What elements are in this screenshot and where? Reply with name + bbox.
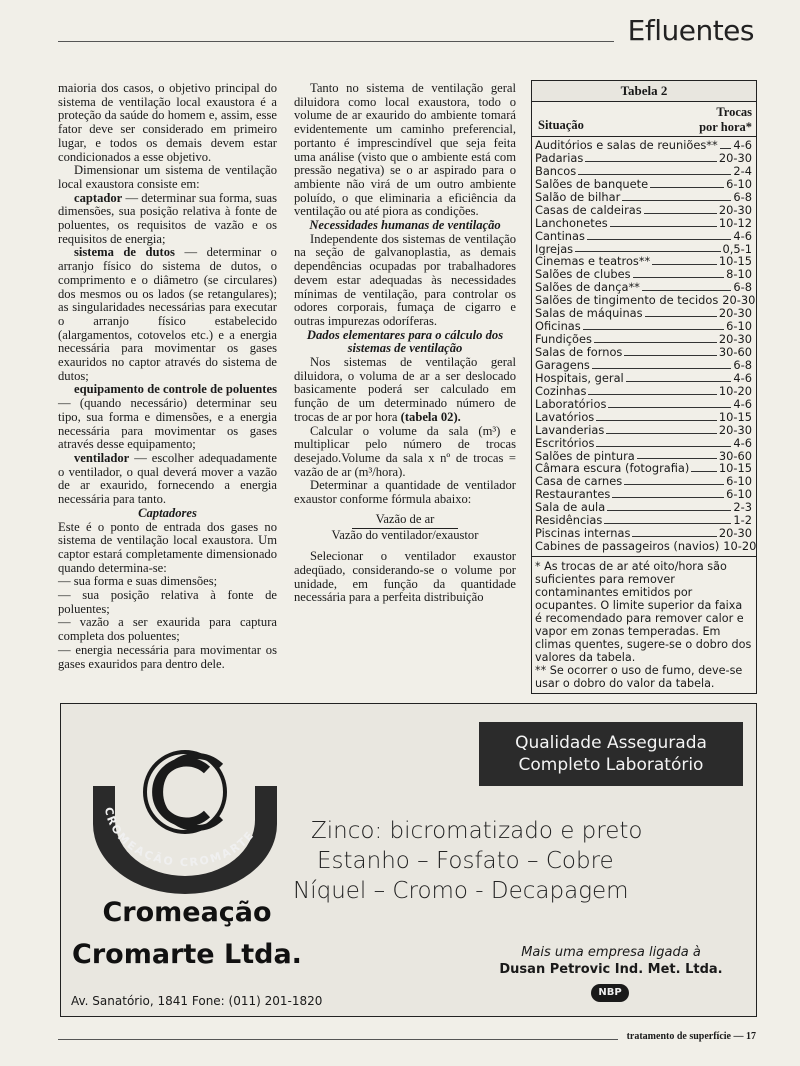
leader-line <box>588 393 716 395</box>
leader-line <box>652 263 717 265</box>
table-cell-trocas: 4-6 <box>733 436 752 450</box>
table-cell-trocas: 6-8 <box>733 358 752 372</box>
formula-denominator: Vazão do ventilador/exaustor <box>331 527 479 542</box>
table-cell-trocas: 1-2 <box>733 514 752 528</box>
sister-line-2: Dusan Petrovic Ind. Met. Ltda. <box>499 962 723 977</box>
leader-line <box>624 354 717 356</box>
sister-logo: NBP <box>591 984 629 1002</box>
leader-line <box>633 276 725 278</box>
table-cell-situacao: Restaurantes <box>535 488 611 502</box>
term-captador: captador <box>74 190 123 205</box>
product-line: Estanho – Fosfato – Cobre <box>317 848 614 874</box>
col2-paragraph-5: Determinar a quantidade de ventilador exaustor conforme fórmula abaixo: <box>294 478 516 507</box>
table-row <box>532 411 756 424</box>
item-ventilador <box>58 452 277 507</box>
table-row <box>532 527 756 540</box>
table-cell-trocas: 20-30 <box>718 307 752 321</box>
table-cell-trocas: 6-10 <box>726 488 752 502</box>
table-cell-trocas: 30-60 <box>718 346 752 359</box>
table-cell-trocas: 6-10 <box>726 320 752 334</box>
table-cell-trocas: 10-20 <box>718 384 752 398</box>
item-equipamento <box>58 383 277 452</box>
table-row <box>532 165 756 178</box>
table-cell-trocas: 10-15 <box>718 462 752 476</box>
table-body <box>532 137 756 557</box>
table-row <box>532 178 756 191</box>
table-row <box>532 152 756 165</box>
column-1 <box>58 82 277 671</box>
term-dutos: sistema de dutos <box>74 245 175 260</box>
leader-line <box>642 289 732 291</box>
company-address: Av. Sanatório, 1841 Fone: (011) 201-1820 <box>71 994 323 1008</box>
text-ventilador: — escolher adequadamente o ventilador, o qual deverá mover a vazão de ar exaurido, fornecendo a energia necessária para tanto. <box>58 450 277 507</box>
list-item: — sua forma e suas dimensões; <box>58 574 218 589</box>
product-list <box>293 816 673 906</box>
table-cell-situacao: Piscinas internas <box>535 527 631 541</box>
table-header-situacao: Situação <box>538 118 584 132</box>
table-cell-trocas: 20-30 <box>718 203 752 217</box>
table-cell-trocas: 20-30 <box>718 423 752 437</box>
term-equipamento: equipamento de controle de poluentes <box>74 382 277 397</box>
table-cell-trocas: 10-15 <box>718 410 752 424</box>
sister-line-1: Mais uma empresa ligada à <box>521 945 701 960</box>
table-cell-trocas: 10-15 <box>718 255 752 269</box>
table-cell-trocas: 4-6 <box>733 397 752 411</box>
table-cell-trocas: 8-10 <box>726 268 752 282</box>
table-cell-trocas: 2-3 <box>733 501 752 515</box>
list-item: — sua posição relativa à fonte de poluentes; <box>58 588 277 616</box>
item-captador <box>58 192 277 247</box>
table-header <box>532 102 756 137</box>
table-cell-trocas: 20-30 <box>718 333 752 346</box>
ad-banner <box>479 722 743 786</box>
table-cell-situacao: Igrejas <box>535 242 574 256</box>
leader-line <box>583 328 724 330</box>
table-cell-situacao: Lavatórios <box>535 410 595 424</box>
col1-paragraph-1: maioria dos casos, o objetivo principal do sistema de ventilação local exaustora é a proteção da saúde do homem e, assim, esse fator deve ser considerado em primeiro lugar, e todos os demais devem estar condicionados a esse objetivo. <box>58 81 277 164</box>
table-cell-situacao: Salões de banquete <box>535 177 649 191</box>
subheading-necessidades: Necessidades humanas de ventilação <box>309 218 501 233</box>
leader-line <box>650 186 724 188</box>
table-cell-situacao: Salões de pintura <box>535 449 635 463</box>
table-row <box>532 450 756 463</box>
table-row <box>532 281 756 294</box>
table-row <box>532 243 756 256</box>
leader-line <box>637 457 717 459</box>
table-cell-situacao: Garagens <box>535 358 590 372</box>
product-line: Zinco: bicromatizado e preto <box>311 818 643 844</box>
leader-line <box>606 432 717 434</box>
leader-line <box>596 445 731 447</box>
table-row <box>532 424 756 437</box>
table-cell-trocas: 2-4 <box>733 164 752 178</box>
table-cell-trocas: 0,5-1 <box>722 242 752 256</box>
table-cell-trocas: 6-10 <box>726 177 752 191</box>
table-row <box>532 359 756 372</box>
table-cell-situacao: Lavanderias <box>535 423 605 437</box>
leader-line <box>632 535 717 537</box>
table-cell-situacao: Cabines de passageiros (navios) <box>535 540 720 553</box>
table-row <box>532 385 756 398</box>
table-cell-situacao: Salões de tingimento de tecidos <box>535 294 719 308</box>
leader-line <box>578 173 731 175</box>
company-name-line-2: Cromarte Ltda. <box>72 939 302 970</box>
table-row <box>532 437 756 450</box>
leader-line <box>612 496 724 498</box>
item-dutos <box>58 246 277 383</box>
text-dutos: — determinar o arranjo físico do sistema de dutos, o comprimento e o diâmetro (se circulares) dos mesmos ou os lados (se retangulares); as singularidades necessárias para executar o arranjo físico estabelecido (alargamentos, cotovelos etc.) e a energia necessária para movimentar os gases exauridos no captor através do sistema de dutos; <box>58 245 277 383</box>
footer-page-label: tratamento de superfície — 17 <box>626 1031 756 1042</box>
table-cell-trocas: 20-30 <box>718 527 752 541</box>
column-2 <box>294 82 516 605</box>
table-cell-situacao: Padarias <box>535 151 584 165</box>
table-cell-situacao: Bancos <box>535 164 577 178</box>
header-rule <box>58 41 614 42</box>
table-row <box>532 333 756 346</box>
col2-paragraph-4: Calcular o volume da sala (m³) e multiplicar pelo número de trocas desejado.Volume da sala x nº de trocas = vazão de ar (m³/hora). <box>294 423 516 479</box>
table-cell-trocas: 10-20 <box>723 540 756 553</box>
table-cell-situacao: Lanchonetes <box>535 216 608 230</box>
table-row <box>532 398 756 411</box>
table-row <box>532 139 756 152</box>
leader-line <box>596 419 717 421</box>
sister-company <box>481 944 741 978</box>
table-cell-situacao: Salão de bilhar <box>535 190 621 204</box>
table-cell-situacao: Câmara escura (fotografia) <box>535 462 690 476</box>
table-cell-situacao: Hospitais, geral <box>535 371 624 385</box>
table-cell-situacao: Laboratórios <box>535 397 607 411</box>
table-row <box>532 217 756 230</box>
table-cell-situacao: Salões de clubes <box>535 268 631 282</box>
ad-banner-line-2: Completo Laboratório <box>518 755 704 775</box>
table-row <box>532 230 756 243</box>
table-cell-situacao: Fundições <box>535 333 592 346</box>
table-row <box>532 462 756 475</box>
leader-line <box>610 225 717 227</box>
leader-line <box>624 483 724 485</box>
table-cell-trocas: 4-6 <box>733 229 752 243</box>
leader-line <box>608 406 731 408</box>
table-cell-situacao: Salas de fornos <box>535 346 623 359</box>
table-cell-situacao: Cozinhas <box>535 384 587 398</box>
table-cell-trocas: 4-6 <box>733 371 752 385</box>
col2-p3-text: Nos sistemas de ventilação geral diluidora, o voluma de ar a ser deslocado basicamente poderá ser calculado em função de um determinado número de trocas de ar por hora <box>294 355 516 424</box>
formula-numerator: Vazão de ar <box>352 513 459 529</box>
formula <box>294 513 516 542</box>
company-name <box>71 892 303 976</box>
list-item: — vazão a ser exaurida para captura completa dos poluentes; <box>58 615 277 644</box>
table-note-2: ** Se ocorrer o uso de fumo, deve-se usar o dobro do valor da tabela. <box>535 664 743 690</box>
leader-line <box>622 199 731 201</box>
col2-paragraph-3 <box>294 356 516 425</box>
table-cell-situacao: Oficinas <box>535 320 581 334</box>
table-cell-situacao: Auditórios e salas de reuniões** <box>535 139 718 152</box>
leader-line <box>587 238 731 240</box>
leader-line <box>607 509 731 511</box>
leader-line <box>691 470 717 472</box>
table-row <box>532 191 756 204</box>
table-cell-trocas: 6-10 <box>726 475 752 489</box>
table-row <box>532 488 756 501</box>
table-header-trocas-line1: Trocas <box>716 105 752 119</box>
table-cell-trocas: 4-6 <box>733 139 752 152</box>
table-row <box>532 268 756 281</box>
footer-rule <box>58 1039 618 1040</box>
table-header-trocas-line2: por hora* <box>699 120 752 134</box>
table-row <box>532 475 756 488</box>
company-name-line-1: Cromeação <box>102 897 272 928</box>
text-captador: — determinar sua forma, suas dimensões, sua posição relativa à fonte de poluentes, os requisitos de vazão e os requisitos de energia; <box>58 190 277 246</box>
table-cell-situacao: Salas de máquinas <box>535 307 643 321</box>
col1-paragraph-2: Dimensionar um sistema de ventilação local exaustora consiste em: <box>58 163 277 191</box>
table-cell-situacao: Sala de aula <box>535 501 606 515</box>
table-row <box>532 514 756 527</box>
table-cell-trocas: 20-30 <box>722 294 756 308</box>
leader-line <box>626 380 732 382</box>
table-cell-situacao: Casa de carnes <box>535 475 623 489</box>
table-notes <box>532 557 756 693</box>
table-row <box>532 255 756 268</box>
table-2 <box>531 80 757 694</box>
table-cell-trocas: 20-30 <box>718 151 752 165</box>
table-cell-trocas: 6-8 <box>733 190 752 204</box>
col2-paragraph-6: Selecionar o ventilador exaustor adeqüado, considerando-se o volume por unidade, em função da quantidade necessária para a perfeita distribuição <box>294 549 516 605</box>
list-item: — energia necessária para movimentar os gases exauridos para dentro dele. <box>58 642 277 671</box>
leader-line <box>645 315 717 317</box>
table-header-trocas <box>699 105 752 135</box>
table-cell-situacao: Casas de caldeiras <box>535 203 642 217</box>
table-row <box>532 372 756 385</box>
table-note-1: * As trocas de ar até oito/hora são suficientes para remover contaminantes emitidos por ocupantes. O limite superior da faixa é recomendado para remover calor e vapor em zonas temperadas. Em climas quentes, sugere-se o dobro dos valores da tabela. <box>535 560 752 664</box>
leader-line <box>604 522 731 524</box>
table-cell-trocas: 10-12 <box>718 216 752 230</box>
table-cell-trocas: 6-8 <box>733 281 752 295</box>
cromeacao-logo <box>75 744 295 904</box>
col2-paragraph-1: Tanto no sistema de ventilação geral diluidora como local exaustora, todo o volume de ar exaurido do ambiente tomará evidentemente um caminho preferencial, portanto é imprescindível que seja feita uma análise (visto que o ambiente está com pressão negativa) se o ar aspirado para o ambiente não virá de um outro ambiente poluído, o que eliminaria a eficiência da ventilação ou até piora as condições. <box>294 81 516 219</box>
table-row <box>532 204 756 217</box>
table-row <box>532 540 756 553</box>
leader-line <box>594 341 717 343</box>
ad-banner-line-1: Qualidade Assegurada <box>515 733 707 753</box>
col1-paragraph-3: Este é o ponto de entrada dos gases no sistema de ventilação local exaustora. Um captor estará completamente dimensionado quando determina-se: <box>58 519 277 575</box>
table-cell-situacao: Cinemas e teatros** <box>535 255 651 269</box>
advertisement <box>60 703 757 1017</box>
table-cell-situacao: Cantinas <box>535 229 585 243</box>
table-row <box>532 294 756 307</box>
table-cell-trocas: 30-60 <box>718 449 752 463</box>
leader-line <box>720 147 732 149</box>
leader-line <box>585 160 717 162</box>
table-cell-situacao: Salões de dança** <box>535 281 640 295</box>
table-cell-situacao: Residências <box>535 514 603 528</box>
text-equipamento: — (quando necessário) determinar seu tipo, sua forma e dimensões, e a energia necessária para movimentar os gases através desse equipamento; <box>58 396 277 452</box>
leader-line <box>575 250 720 252</box>
table-row <box>532 501 756 514</box>
subheading-dados: Dados elementares para o cálculo dos sistemas de ventilação <box>306 327 504 356</box>
table-row <box>532 346 756 359</box>
leader-line <box>644 212 717 214</box>
section-title: Efluentes <box>627 14 754 47</box>
table-reference: (tabela 02). <box>400 409 461 424</box>
leader-line <box>592 367 732 369</box>
col2-paragraph-2: Independente dos sistemas de ventilação na seção de galvanoplastia, as demais dependências ocupadas por trabalhadores devem estar adequadas às necessidades mínimas de ventilação, para controlar os odores corporais, fumaça de cigarro e outras impurezas odoríferas. <box>294 231 516 328</box>
term-ventilador: ventilador <box>74 450 130 465</box>
table-row <box>532 307 756 320</box>
subheading-captadores: Captadores <box>138 505 197 520</box>
product-line: Níquel – Cromo - Decapagem <box>293 878 629 904</box>
logo-ring-text: CROMEAÇÃO CROMARTE <box>101 806 258 870</box>
table-title: Tabela 2 <box>532 81 756 102</box>
table-cell-situacao: Escritórios <box>535 436 595 450</box>
table-row <box>532 320 756 333</box>
